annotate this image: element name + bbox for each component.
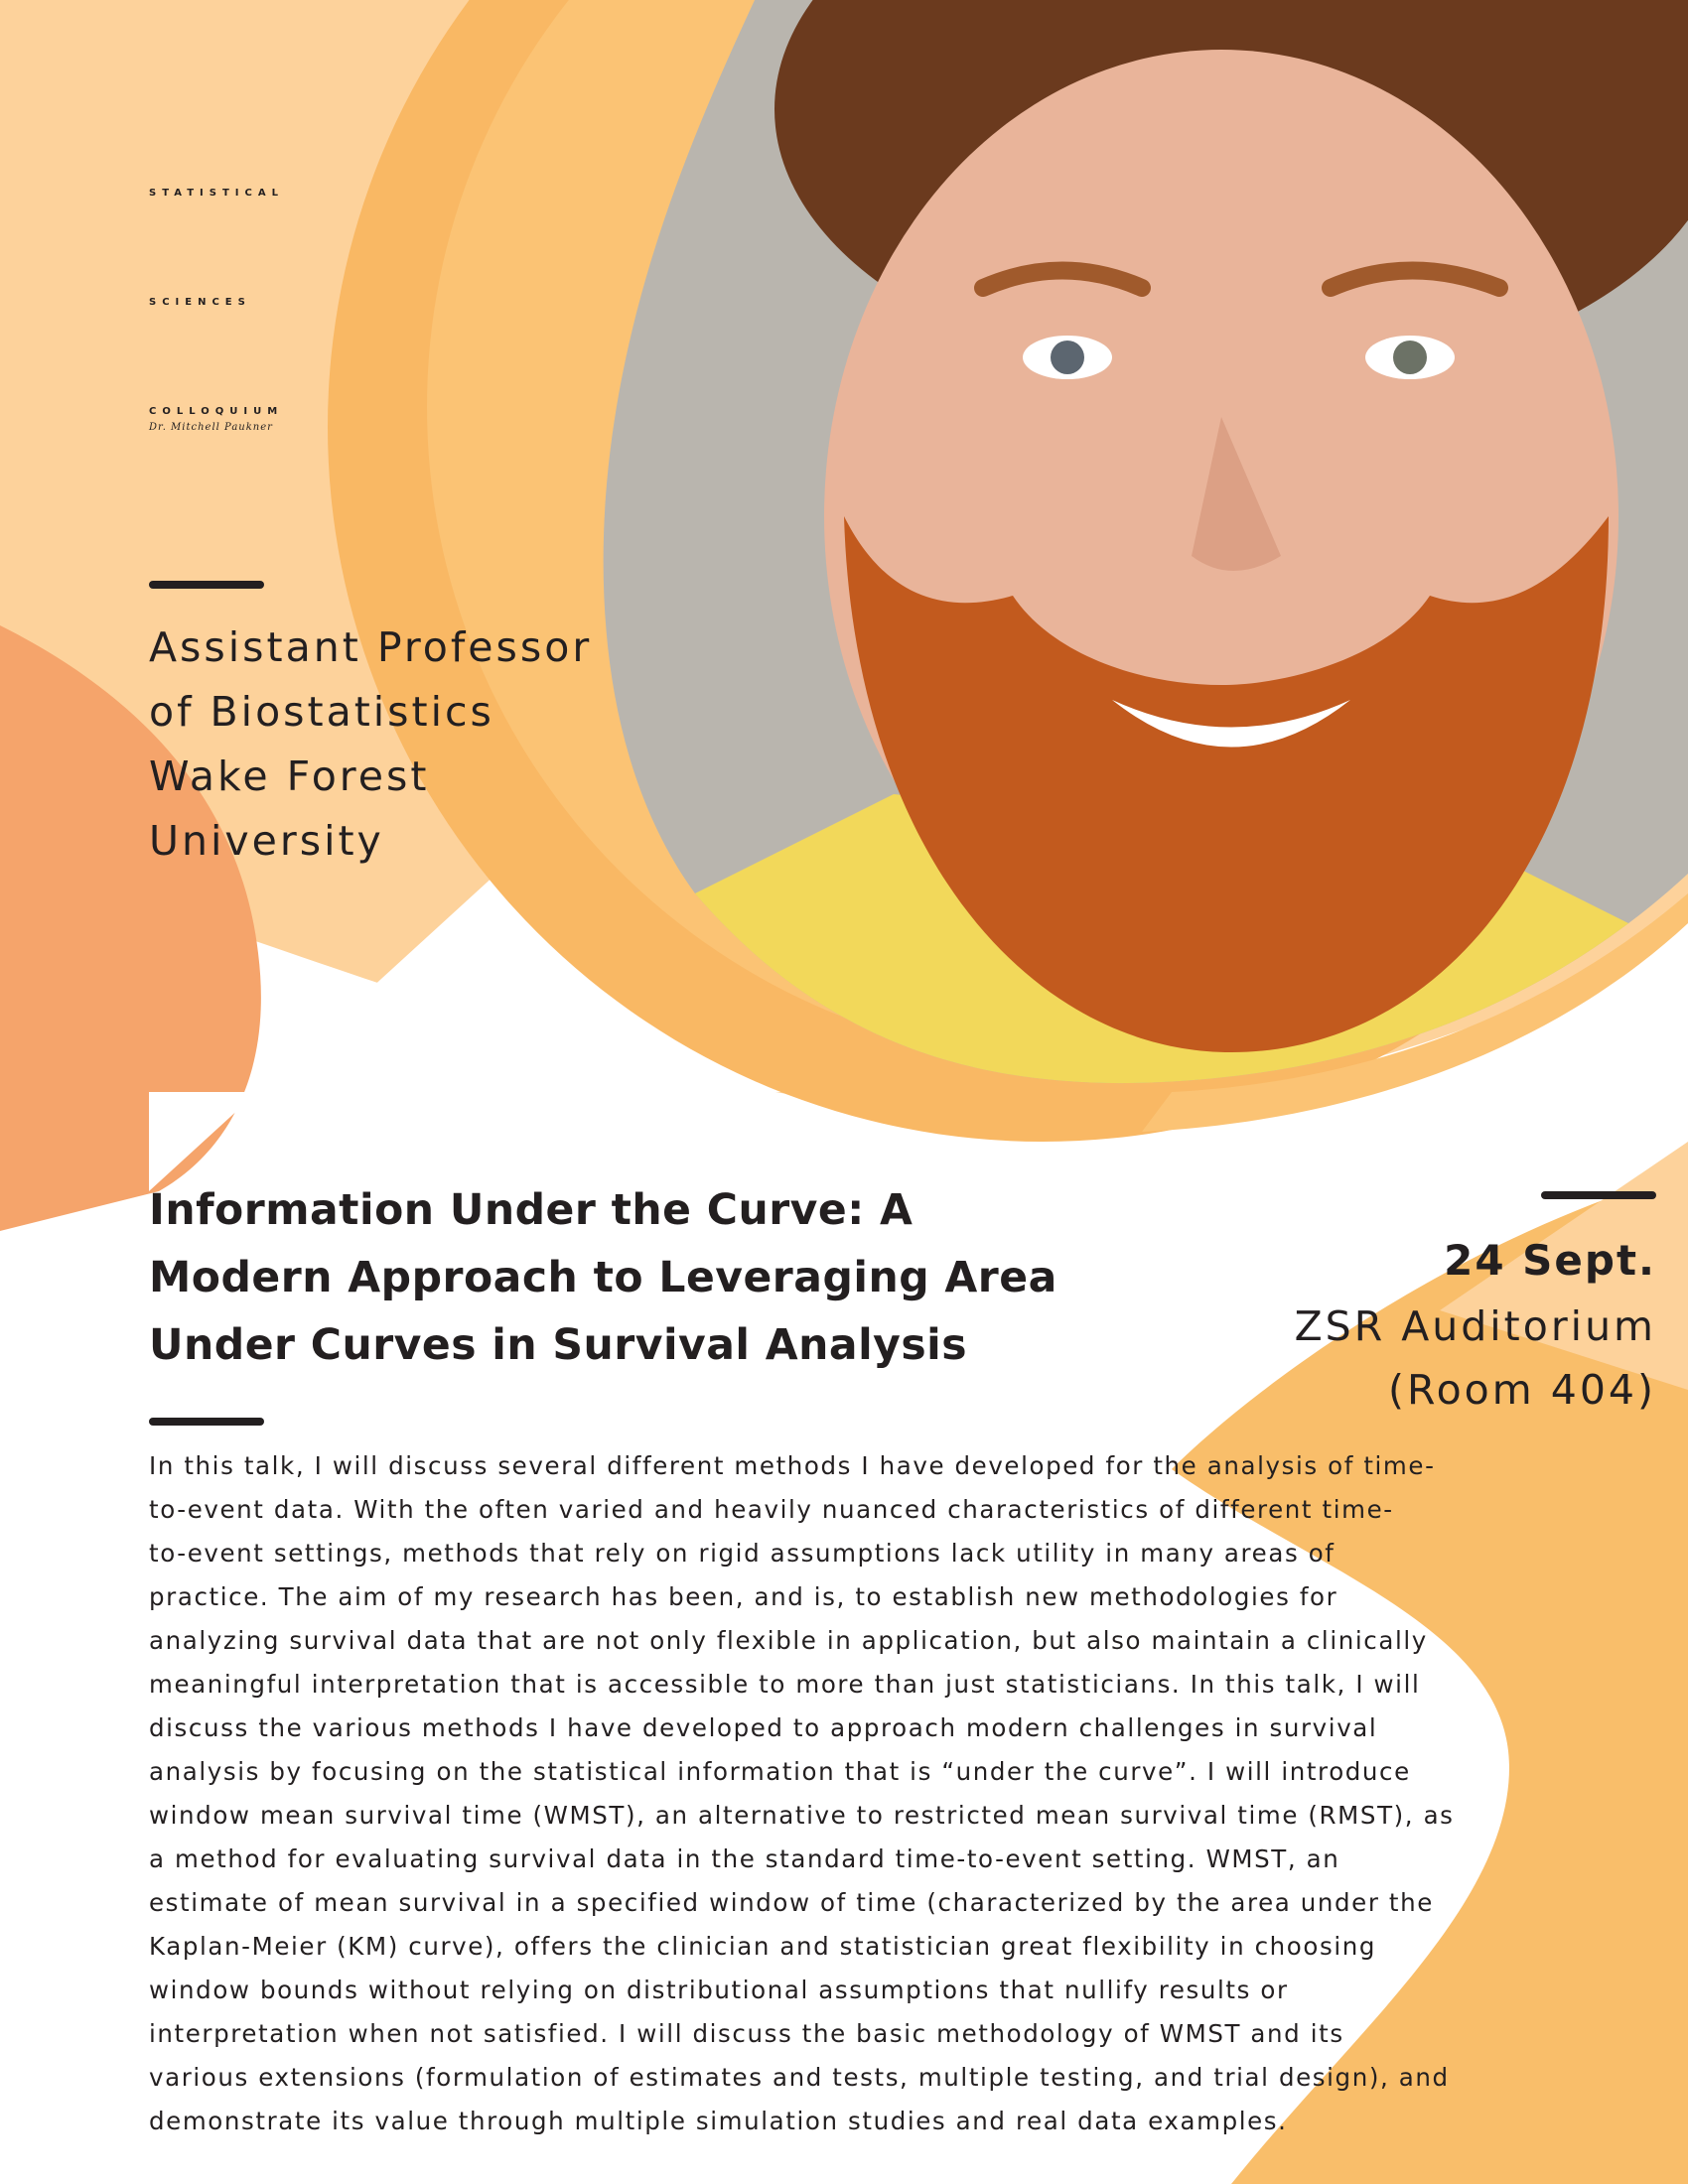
abstract-line: to-event settings, methods that rely on rigid assumptions lack utility in many areas of [149,1539,1336,1568]
title-line-2: SCIENCES [149,297,251,308]
title-line-3: COLLOQUIUM [149,406,284,417]
speaker-name-signature [149,422,784,551]
event-location-line-1: ZSR Auditorium [1294,1302,1656,1350]
abstract-line: estimate of mean survival in a specified window of time (characterized by the area under the [149,1888,1434,1917]
affiliation-line-3: Wake Forest [149,752,430,800]
affiliation-line-1: Assistant Professor [149,623,593,671]
abstract-line: window bounds without relying on distributional assumptions that nullify results or [149,1976,1289,2004]
abstract-line: practice. The aim of my research has been, and is, to establish new methodologies for [149,1582,1338,1611]
talk-title-line-1: Information Under the Curve: A [149,1186,914,1235]
abstract-line: Kaplan-Meier (KM) curve), offers the clinician and statistician great flexibility in choosing [149,1932,1377,1961]
divider-rule-2 [149,1418,264,1426]
divider-rule-event [1541,1191,1656,1199]
talk-title-line-2: Modern Approach to Leveraging Area [149,1254,1057,1302]
affiliation-line-4: University [149,817,384,865]
talk-title-line-3: Under Curves in Survival Analysis [149,1321,968,1370]
abstract-line: interpretation when not satisfied. I will discuss the basic methodology of WMST and its [149,2019,1344,2048]
abstract-line: discuss the various methods I have developed to approach modern challenges in survival [149,1713,1378,1742]
title-line-1: STATISTICAL [149,188,284,199]
event-location-line-2: (Room 404) [1387,1366,1656,1414]
abstract-line: analyzing survival data that are not only flexible in application, but also maintain a clinically [149,1626,1428,1655]
abstract-line: In this talk, I will discuss several different methods I have developed for the analysis of time- [149,1451,1436,1480]
speaker-name: Dr. Mitchell Paukner [149,422,273,433]
abstract-line: various extensions (formulation of estimates and tests, multiple testing, and trial design), and [149,2063,1450,2092]
abstract-line: meaningful interpretation that is accessible to more than just statisticians. In this talk, I will [149,1670,1421,1699]
abstract-line: to-event data. With the often varied and heavily nuanced characteristics of different time- [149,1495,1394,1524]
abstract-line: window mean survival time (WMST), an alternative to restricted mean survival time (RMST), as [149,1801,1455,1830]
event-date: 24 Sept. [1444,1236,1656,1285]
abstract-line: a method for evaluating survival data in the standard time-to-event setting. WMST, an [149,1844,1340,1873]
colloquium-title [149,139,765,467]
divider-rule-1 [149,581,264,589]
abstract-line: demonstrate its value through multiple simulation studies and real data examples. [149,2107,1288,2135]
affiliation-line-2: of Biostatistics [149,688,494,736]
abstract-line: analysis by focusing on the statistical information that is “under the curve”. I will introduce [149,1757,1411,1786]
